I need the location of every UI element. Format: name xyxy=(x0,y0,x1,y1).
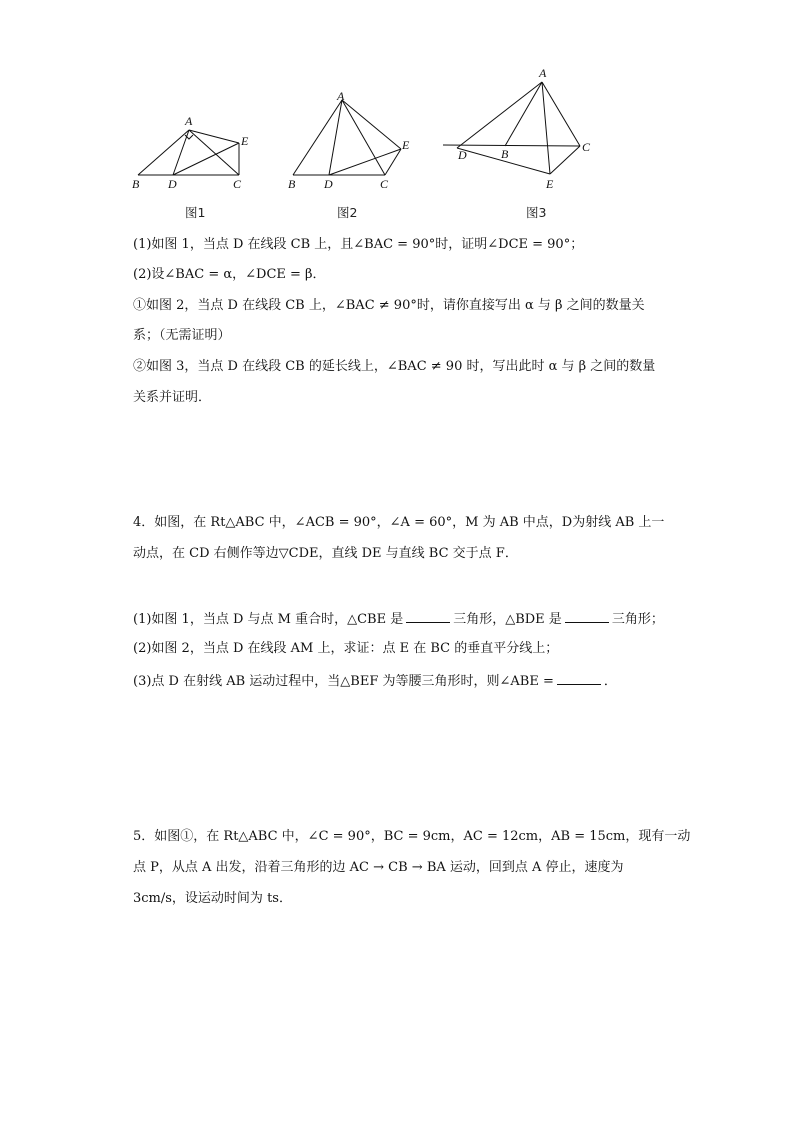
answer-blank-2[interactable] xyxy=(565,609,609,623)
fig1-label-b: B xyxy=(132,177,140,191)
problem5-line2: 点 P，从点 A 出发，沿着三角形的边 AC → CB → BA 运动，回到点 A 停止，速度为 xyxy=(133,860,624,875)
figure-1-caption: 图1 xyxy=(185,205,206,220)
fig2-label-e: E xyxy=(402,138,410,152)
answer-blank-3[interactable] xyxy=(557,671,601,685)
figure-3-caption: 图3 xyxy=(526,205,547,220)
problem4-part3 xyxy=(133,671,617,691)
fig2-label-a: A xyxy=(337,89,345,103)
figure-3 xyxy=(440,62,600,192)
problem5-line1: 5．如图①，在 Rt△ABC 中，∠C = 90°，BC = 9cm，AC = 12cm，AB = 15cm，现有一动 xyxy=(133,829,691,844)
answer-blank-1[interactable] xyxy=(406,609,450,623)
fig1-label-d: D xyxy=(168,177,177,191)
problem3-part2-1-line2: 系；（无需证明） xyxy=(133,328,231,343)
fig1-label-a: A xyxy=(185,114,193,128)
figure-1 xyxy=(128,108,258,192)
problem3-part2-1-line1: ①如图 2，当点 D 在线段 CB 上，∠BAC ≠ 90°时，请你直接写出 α 与 β 之间的数量关 xyxy=(133,298,645,313)
problem4-part2: (2)如图 2，当点 D 在线段 AM 上，求证：点 E 在 BC 的垂直平分线上； xyxy=(133,641,559,656)
problem5-line3: 3cm/s，设运动时间为 ts． xyxy=(133,891,292,906)
fig1-label-c: C xyxy=(233,177,242,191)
problem4-part1-text-c: 三角形； xyxy=(611,612,664,627)
fig3-label-c: C xyxy=(582,140,591,154)
fig2-label-d: D xyxy=(324,177,333,191)
problem4-part3-text-b: ． xyxy=(603,674,617,689)
fig3-label-e: E xyxy=(546,177,554,191)
fig3-label-b: B xyxy=(501,147,509,161)
fig3-label-a: A xyxy=(539,66,547,80)
problem4-part1-text-a: (1)如图 1，当点 D 与点 M 重合时，△CBE 是 xyxy=(133,612,404,627)
problem3-part2-2-line2: 关系并证明． xyxy=(133,390,212,405)
problem4-part1-text-b: 三角形，△BDE 是 xyxy=(453,612,562,627)
problem3-part1: (1)如图 1，当点 D 在线段 CB 上，且∠BAC = 90°时，证明∠DCE = 90°； xyxy=(133,237,584,252)
fig2-label-c: C xyxy=(380,177,389,191)
fig2-label-b: B xyxy=(288,177,296,191)
fig1-label-e: E xyxy=(241,134,249,148)
problem4-stem-line2: 动点，在 CD 右侧作等边▽CDE，直线 DE 与直线 BC 交于点 F． xyxy=(133,546,518,561)
figure-2 xyxy=(283,86,418,192)
problem3-part2-2-line1: ②如图 3，当点 D 在线段 CB 的延长线上，∠BAC ≠ 90 时，写出此时 α 与 β 之间的数量 xyxy=(133,359,656,374)
figure-2-caption: 图2 xyxy=(337,205,358,220)
problem4-part1 xyxy=(133,609,664,629)
fig3-label-d: D xyxy=(458,148,467,162)
problem4-part3-text-a: (3)点 D 在射线 AB 运动过程中，当△BEF 为等腰三角形时，则∠ABE = xyxy=(133,674,554,689)
problem3-part2: (2)设∠BAC = α，∠DCE = β． xyxy=(133,267,326,282)
problem4-stem-line1: 4．如图，在 Rt△ABC 中，∠ACB = 90°，∠A = 60°，M 为 AB 中点，D为射线 AB 上一 xyxy=(133,515,665,530)
